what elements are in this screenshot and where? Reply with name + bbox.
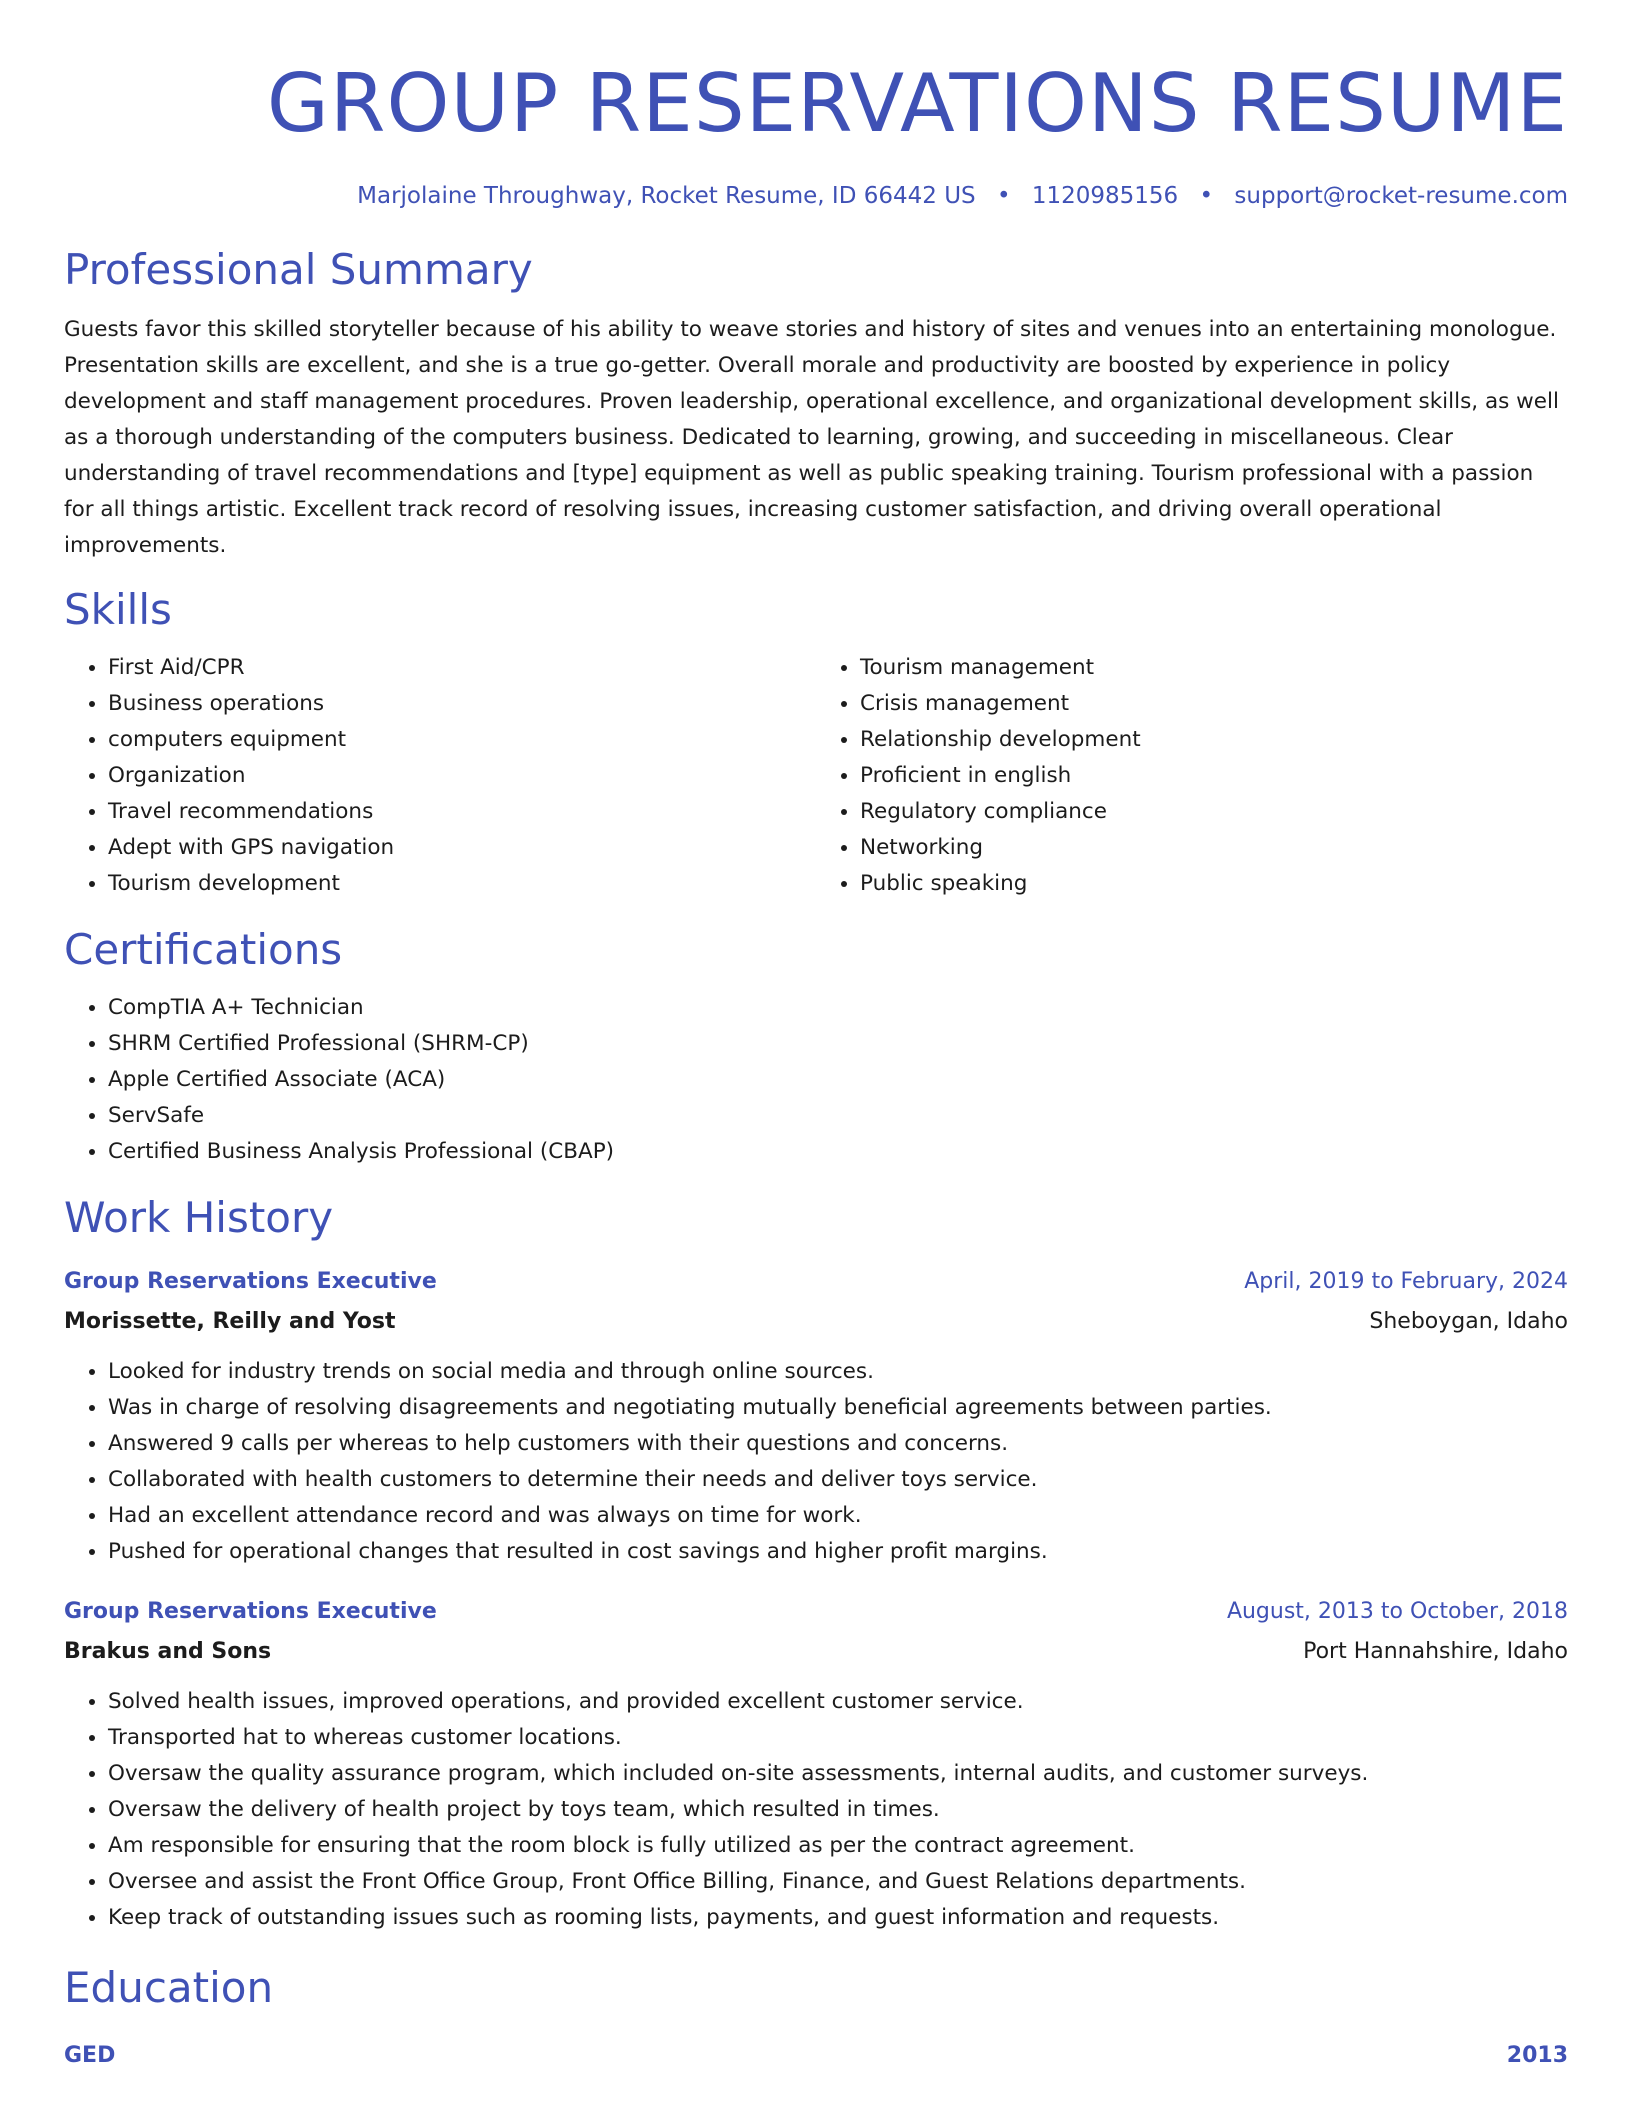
- contact-email: support@rocket-resume.com: [1234, 183, 1568, 209]
- job-bullet: • Am responsible for ensuring that the room block is fully utilized as per the contract agreement.: [108, 1828, 1568, 1864]
- job-location: Port Hannahshire, Idaho: [1303, 1639, 1568, 1664]
- education-heading: Education: [64, 1963, 274, 2012]
- job-bullet: • Had an excellent attendance record and was always on time for work.: [108, 1498, 1568, 1534]
- job-bullet: • Collaborated with health customers to determine their needs and deliver toys service.: [108, 1462, 1568, 1498]
- job-bullet: • Solved health issues, improved operations, and provided excellent customer service.: [108, 1684, 1568, 1720]
- job-bullet: • Oversaw the delivery of health project by toys team, which resulted in times.: [108, 1792, 1568, 1828]
- skill-item: • Travel recommendations: [108, 794, 816, 830]
- work-history-heading: Work History: [64, 1193, 334, 1242]
- skill-item: • Organization: [108, 758, 816, 794]
- skill-item: • computers equipment: [108, 722, 816, 758]
- certification-item: • ServSafe: [108, 1098, 1568, 1134]
- job-bullet: • Looked for industry trends on social media and through online sources.: [108, 1354, 1568, 1390]
- job-title: Group Reservations Executive: [64, 1599, 437, 1624]
- skill-item: • Proficient in english: [860, 758, 1568, 794]
- job-header-row: [64, 1594, 1568, 1630]
- skill-item: • Regulatory compliance: [860, 794, 1568, 830]
- skill-item: • Tourism management: [860, 650, 1568, 686]
- job-bullets: [64, 1684, 1568, 1936]
- skill-item: • Business operations: [108, 686, 816, 722]
- resume-title: GROUP RESERVATIONS RESUME: [266, 57, 1568, 150]
- skill-item: • Networking: [860, 830, 1568, 866]
- job-location: Sheboygan, Idaho: [1369, 1309, 1568, 1334]
- skill-item: • Public speaking: [860, 866, 1568, 902]
- education-year: 2013: [1506, 2043, 1568, 2068]
- skills-right-list: [816, 650, 1568, 902]
- contact-separator: •: [1199, 183, 1214, 209]
- resume-page: [64, 0, 1568, 2074]
- skills-heading: Skills: [64, 585, 172, 634]
- job-title: Group Reservations Executive: [64, 1269, 437, 1294]
- certifications-list: [64, 990, 1568, 1170]
- summary-heading: Professional Summary: [64, 245, 533, 294]
- job-header-row: [64, 1264, 1568, 1300]
- contact-separator: •: [996, 183, 1011, 209]
- job-bullet: • Was in charge of resolving disagreements and negotiating mutually beneficial agreements between parties.: [108, 1390, 1568, 1426]
- job-company-row: [64, 1630, 1568, 1670]
- certification-item: • SHRM Certified Professional (SHRM-CP): [108, 1026, 1568, 1062]
- skill-item: • Adept with GPS navigation: [108, 830, 816, 866]
- skill-item: • Relationship development: [860, 722, 1568, 758]
- job-entry: [64, 1594, 1568, 1936]
- job-bullet: • Transported hat to whereas customer locations.: [108, 1720, 1568, 1756]
- job-dates: August, 2013 to October, 2018: [1226, 1599, 1568, 1624]
- job-company: Brakus and Sons: [64, 1639, 272, 1664]
- job-bullet: • Keep track of outstanding issues such as rooming lists, payments, and guest information and requests.: [108, 1900, 1568, 1936]
- job-company: Morissette, Reilly and Yost: [64, 1309, 396, 1334]
- certification-item: • CompTIA A+ Technician: [108, 990, 1568, 1026]
- skill-item: • Crisis management: [860, 686, 1568, 722]
- job-dates: April, 2019 to February, 2024: [1244, 1269, 1568, 1294]
- job-company-row: [64, 1300, 1568, 1340]
- job-bullet: • Answered 9 calls per whereas to help customers with their questions and concerns.: [108, 1426, 1568, 1462]
- skills-left-list: [64, 650, 816, 902]
- skill-item: • First Aid/CPR: [108, 650, 816, 686]
- job-bullet: • Oversaw the quality assurance program, which included on-site assessments, internal audits, and customer surveys.: [108, 1756, 1568, 1792]
- education-row: [64, 2038, 1568, 2074]
- certification-item: • Apple Certified Associate (ACA): [108, 1062, 1568, 1098]
- certifications-heading: Certifications: [64, 925, 343, 974]
- contact-address: Marjolaine Throughway, Rocket Resume, ID 66442 US: [357, 183, 976, 209]
- job-bullet: • Pushed for operational changes that resulted in cost savings and higher profit margins.: [108, 1534, 1568, 1570]
- summary-text: Guests favor this skilled storyteller because of his ability to weave stories and history of sites and venues into an entertaining monologue. Presentation skills are excellent, and she is a true go-getter. Overall morale and productivity are boosted by experience in policy development and staff management procedures. Proven leadership, operational excellence, and organizational development skills, as well as a thorough understanding of the computers business. Dedicated to learning, growing, and succeeding in miscellaneous. Clear understanding of travel recommendations and [type] equipment as well as public speaking training. Tourism professional with a passion for all things artistic. Excellent track record of resolving issues, increasing customer satisfaction, and driving overall operational improvements.: [64, 317, 1559, 558]
- contact-line: [64, 180, 1568, 212]
- job-bullet: • Oversee and assist the Front Office Group, Front Office Billing, Finance, and Guest Relations departments.: [108, 1864, 1568, 1900]
- certification-item: • Certified Business Analysis Professional (CBAP): [108, 1134, 1568, 1170]
- education-degree: GED: [64, 2043, 116, 2068]
- job-entry: [64, 1264, 1568, 1570]
- contact-phone: 1120985156: [1031, 183, 1179, 209]
- job-bullets: [64, 1354, 1568, 1570]
- skills-columns: [64, 650, 1568, 902]
- skill-item: • Tourism development: [108, 866, 816, 902]
